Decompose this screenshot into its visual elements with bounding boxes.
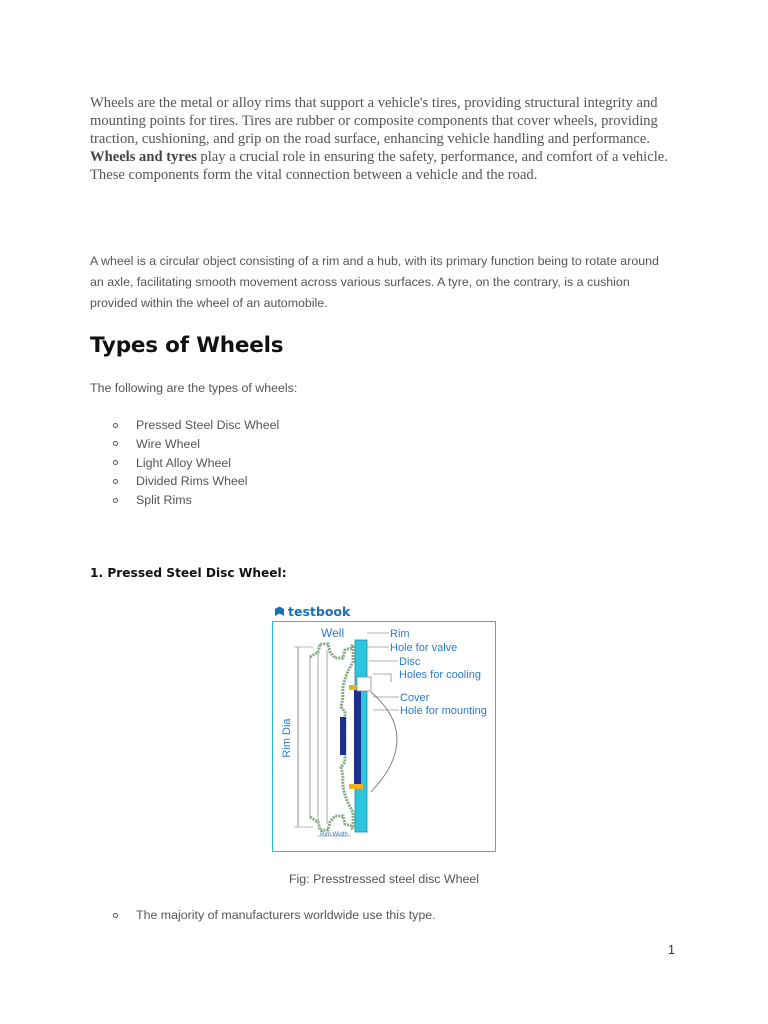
list-item bbox=[110, 435, 279, 454]
list-item bbox=[110, 454, 279, 473]
mounting-bolt-icon bbox=[349, 784, 363, 789]
types-intro: The following are the types of wheels: bbox=[90, 381, 298, 395]
note-list bbox=[110, 906, 436, 925]
types-heading: Types of Wheels bbox=[90, 333, 284, 358]
label-well: Well bbox=[321, 626, 345, 640]
cover-outline bbox=[371, 692, 397, 792]
label-hole-for-mounting: Hole for mounting bbox=[400, 705, 487, 717]
disc bbox=[354, 687, 361, 787]
hollow-bullet-icon bbox=[113, 498, 118, 503]
list-item-text: Pressed Steel Disc Wheel bbox=[136, 418, 280, 432]
list-item bbox=[110, 416, 279, 435]
testbook-logo-icon bbox=[274, 606, 285, 617]
wheel-types-list bbox=[110, 416, 279, 510]
list-item-text: Wire Wheel bbox=[136, 436, 201, 451]
label-rim-width: Rim Width bbox=[320, 832, 348, 838]
list-item bbox=[110, 491, 279, 510]
rim-profile-bottom bbox=[310, 816, 353, 830]
list-item bbox=[110, 472, 279, 491]
hollow-bullet-icon bbox=[113, 460, 118, 465]
label-holes-for-cooling: Holes for cooling bbox=[399, 669, 481, 681]
hollow-bullet-icon bbox=[113, 441, 118, 446]
list-item-text: Divided Rims Wheel bbox=[136, 474, 248, 489]
intro-text-part1: Wheels are the metal or alloy rims that support a vehicle's tires, providing structural integrity and mounting points for tires. Tires are rubber or composite components that cover wheels, providing traction, cushioning, and grip on the road surface, enhancing vehicle handling and performance. bbox=[90, 95, 658, 147]
disc-inner bbox=[340, 717, 346, 755]
intro-bold-phrase: Wheels and tyres bbox=[90, 149, 197, 165]
leader-line bbox=[373, 674, 391, 682]
definition-paragraph: A wheel is a circular object consisting of a rim and a hub, with its primary function being to rotate around an axle, facilitating smooth movement across various surfaces. A tyre, on the contrary, is a cushion provided within the wheel of an automobile. bbox=[90, 254, 659, 310]
intro-paragraph bbox=[90, 94, 682, 184]
label-rim-dia: Rim Dia bbox=[281, 718, 293, 758]
section-heading: 1. Pressed Steel Disc Wheel: bbox=[90, 566, 287, 580]
wheel-diagram bbox=[273, 622, 495, 851]
hollow-bullet-icon bbox=[113, 423, 118, 428]
figure-caption: Fig: Presstressed steel disc Wheel bbox=[288, 872, 480, 886]
cover-tab bbox=[357, 677, 371, 691]
testbook-logo bbox=[274, 603, 350, 619]
hollow-bullet-icon bbox=[113, 479, 118, 484]
label-rim: Rim bbox=[390, 628, 410, 640]
rim-profile-top bbox=[310, 644, 353, 658]
label-disc: Disc bbox=[399, 656, 421, 668]
page-number: 1 bbox=[668, 943, 675, 957]
logo-text: testbook bbox=[288, 603, 351, 619]
intro-text-part2: play a crucial role in ensuring the safety, performance, and comfort of a vehicle. These components form the vital connection between a vehicle and the road. bbox=[90, 149, 668, 183]
hollow-bullet-icon bbox=[113, 913, 118, 918]
label-cover: Cover bbox=[400, 692, 430, 704]
list-item-text: Split Rims bbox=[136, 493, 192, 508]
list-item bbox=[110, 906, 436, 925]
wheel-diagram-figure bbox=[272, 621, 496, 852]
note-item-text: The majority of manufacturers worldwide use this type. bbox=[136, 908, 436, 922]
list-item-text: Light Alloy Wheel bbox=[136, 455, 232, 470]
label-hole-for-valve: Hole for valve bbox=[390, 642, 458, 654]
